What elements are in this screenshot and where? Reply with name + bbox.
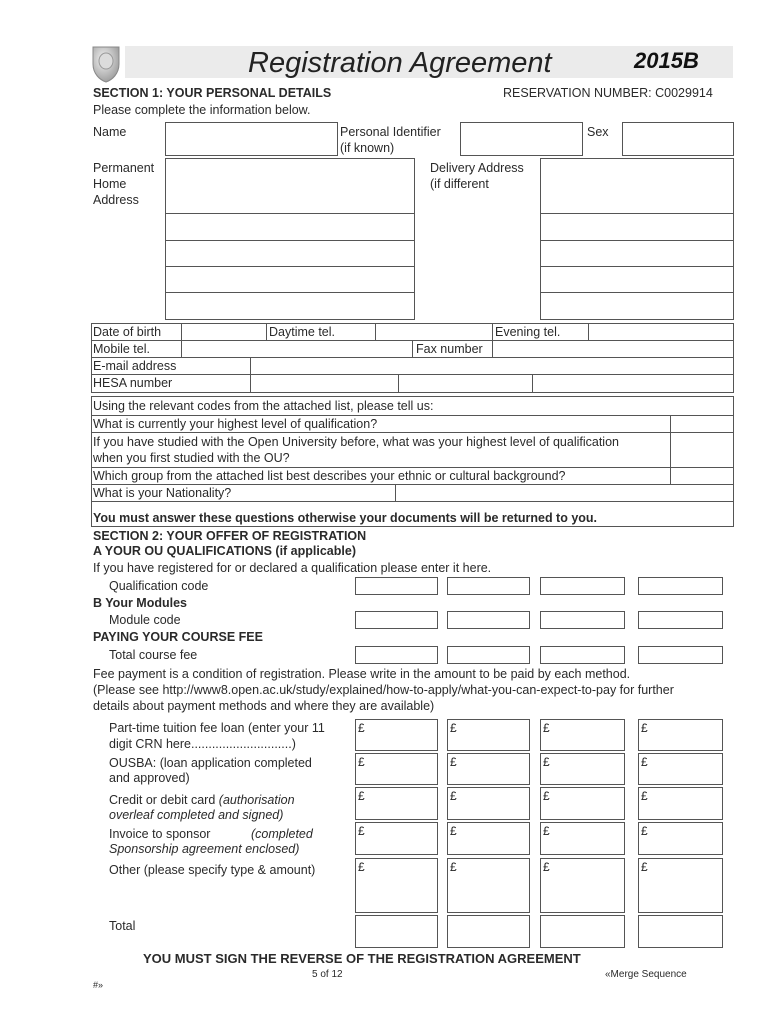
currency-symbol: £ — [543, 721, 550, 735]
mobile-tel-label: Mobile tel. — [93, 342, 150, 356]
currency-symbol: £ — [641, 789, 648, 803]
amount-total-box-1[interactable] — [355, 915, 438, 948]
currency-symbol: £ — [450, 721, 457, 735]
amount-fee-loan-box-1[interactable] — [355, 719, 438, 751]
ethnicity-code[interactable] — [671, 468, 733, 483]
amount-other-box-1[interactable] — [355, 858, 438, 913]
delivery-address-label: Delivery Address — [430, 161, 524, 175]
email-field[interactable] — [251, 358, 733, 373]
currency-symbol: £ — [450, 824, 457, 838]
permanent-address-label: Address — [93, 193, 139, 207]
fee-instructions: details about payment methods and where they are available) — [93, 699, 435, 713]
name-label: Name — [93, 125, 127, 139]
ou-shield-logo-icon — [90, 44, 122, 84]
question-nationality: What is your Nationality? — [93, 486, 232, 500]
qualifications-heading: A YOUR OU QUALIFICATIONS (if applicable) — [93, 544, 356, 558]
module-code-box-3[interactable] — [540, 611, 625, 629]
nationality-field[interactable] — [396, 485, 733, 500]
amount-fee-loan-box-3[interactable] — [540, 719, 625, 751]
currency-symbol: £ — [543, 789, 550, 803]
section2-heading: SECTION 2: YOUR OFFER OF REGISTRATION — [93, 529, 367, 543]
course-fee-heading: PAYING YOUR COURSE FEE — [93, 630, 263, 644]
amount-card-box-2[interactable] — [447, 787, 530, 820]
currency-symbol: £ — [358, 789, 365, 803]
daytime-tel-label: Daytime tel. — [269, 325, 335, 339]
amount-ousba-box-4[interactable] — [638, 753, 723, 785]
module-code-box-2[interactable] — [447, 611, 530, 629]
payment-card-label: overleaf completed and signed) — [109, 808, 284, 822]
module-code-label: Module code — [109, 613, 181, 627]
question-ethnicity: Which group from the attached list best describes your ethnic or cultural background? — [93, 469, 566, 483]
currency-symbol: £ — [641, 755, 648, 769]
qualifications-text: If you have registered for or declared a qualification please enter it here. — [93, 561, 492, 575]
ou-qualification-code[interactable] — [671, 433, 733, 466]
mandatory-warning: You must answer these questions otherwise your documents will be returned to you. — [93, 511, 598, 525]
section1-instruction: Please complete the information below. — [93, 103, 311, 117]
personal-identifier-label: Personal Identifier — [340, 125, 441, 139]
total-fee-box-1[interactable] — [355, 646, 438, 664]
amount-sponsor-box-2[interactable] — [447, 822, 530, 855]
total-fee-box-4[interactable] — [638, 646, 723, 664]
evening-tel-field[interactable] — [589, 324, 733, 339]
amount-other-box-2[interactable] — [447, 858, 530, 913]
qualification-code-box-4[interactable] — [638, 577, 723, 595]
currency-symbol: £ — [450, 755, 457, 769]
personal-identifier-field[interactable] — [460, 122, 583, 156]
page-title: Registration Agreement — [248, 47, 552, 79]
amount-fee-loan-box-2[interactable] — [447, 719, 530, 751]
permanent-address-label: Permanent — [93, 161, 155, 175]
evening-tel-label: Evening tel. — [495, 325, 561, 339]
dob-label: Date of birth — [93, 325, 162, 339]
payment-fee-loan-label: digit CRN here.............................) — [109, 737, 296, 751]
footer-hash: #» — [93, 980, 104, 990]
questions-intro: Using the relevant codes from the attached list, please tell us: — [93, 399, 434, 413]
payment-sponsor-label: Invoice to sponsor — [109, 827, 211, 841]
currency-symbol: £ — [543, 860, 550, 874]
email-label: E-mail address — [93, 359, 177, 373]
qualification-code-box-2[interactable] — [447, 577, 530, 595]
sign-reverse-notice: YOU MUST SIGN THE REVERSE OF THE REGISTRATION AGREEMENT — [143, 951, 581, 966]
qualification-code-box-1[interactable] — [355, 577, 438, 595]
page-number: 5 of 12 — [312, 969, 343, 980]
amount-ousba-box-2[interactable] — [447, 753, 530, 785]
payment-card-label: Credit or debit card (authorisation — [109, 793, 295, 807]
section1-heading: SECTION 1: YOUR PERSONAL DETAILS — [93, 86, 332, 100]
hesa-field[interactable] — [251, 375, 397, 392]
payment-ousba-label: and approved) — [109, 771, 190, 785]
fee-instructions: (Please see http://www8.open.ac.uk/study/explained/how-to-apply/what-you-can-expect-to-pay for further — [93, 683, 674, 697]
mobile-tel-field[interactable] — [182, 341, 411, 356]
payment-fee-loan-label: Part-time tuition fee loan (enter your 11 — [109, 721, 325, 735]
currency-symbol: £ — [641, 860, 648, 874]
amount-card-box-1[interactable] — [355, 787, 438, 820]
amount-other-box-3[interactable] — [540, 858, 625, 913]
delivery-address-hint: (if different — [430, 177, 489, 191]
total-fee-box-3[interactable] — [540, 646, 625, 664]
total-course-fee-label: Total course fee — [109, 648, 198, 662]
payment-ousba-label: OUSBA: (loan application completed — [109, 756, 312, 770]
hesa-label: HESA number — [93, 376, 173, 390]
currency-symbol: £ — [543, 824, 550, 838]
sex-field[interactable] — [622, 122, 734, 156]
amount-sponsor-box-4[interactable] — [638, 822, 723, 855]
qualification-code-label: Qualification code — [109, 579, 209, 593]
edition-code: 2015B — [634, 48, 699, 73]
currency-symbol: £ — [450, 860, 457, 874]
highest-qualification-code[interactable] — [671, 416, 733, 431]
qualification-code-box-3[interactable] — [540, 577, 625, 595]
fax-label: Fax number — [416, 342, 483, 356]
currency-symbol: £ — [358, 860, 365, 874]
question-highest-qualification: What is currently your highest level of qualification? — [93, 417, 378, 431]
name-field[interactable] — [165, 122, 338, 156]
module-code-box-4[interactable] — [638, 611, 723, 629]
amount-ousba-box-1[interactable] — [355, 753, 438, 785]
currency-symbol: £ — [543, 755, 550, 769]
merge-sequence: «Merge Sequence — [605, 969, 687, 980]
fax-field[interactable] — [493, 341, 733, 356]
reservation-number: RESERVATION NUMBER: C0029914 — [503, 86, 713, 100]
amount-sponsor-box-3[interactable] — [540, 822, 625, 855]
payment-sponsor-label: (completed — [251, 827, 313, 841]
currency-symbol: £ — [641, 824, 648, 838]
payment-total-label: Total — [109, 919, 136, 933]
modules-heading: B Your Modules — [93, 596, 187, 610]
fee-instructions: Fee payment is a condition of registration. Please write in the amount to be paid by each method. — [93, 667, 631, 681]
currency-symbol: £ — [641, 721, 648, 735]
amount-card-box-4[interactable] — [638, 787, 723, 820]
amount-total-box-4[interactable] — [638, 915, 723, 948]
personal-identifier-hint: (if known) — [340, 141, 395, 155]
amount-total-box-2[interactable] — [447, 915, 530, 948]
question-ou-qualification: when you first studied with the OU? — [93, 451, 290, 465]
daytime-tel-field[interactable] — [376, 324, 491, 339]
amount-total-box-3[interactable] — [540, 915, 625, 948]
dob-field[interactable] — [182, 324, 265, 339]
module-code-box-1[interactable] — [355, 611, 438, 629]
payment-sponsor-label: Sponsorship agreement enclosed) — [109, 842, 300, 856]
currency-symbol: £ — [358, 721, 365, 735]
currency-symbol: £ — [450, 789, 457, 803]
currency-symbol: £ — [358, 755, 365, 769]
permanent-address-label: Home — [93, 177, 127, 191]
delivery-address-field[interactable] — [540, 158, 734, 320]
amount-fee-loan-box-4[interactable] — [638, 719, 723, 751]
total-fee-box-2[interactable] — [447, 646, 530, 664]
amount-ousba-box-3[interactable] — [540, 753, 625, 785]
amount-card-box-3[interactable] — [540, 787, 625, 820]
amount-other-box-4[interactable] — [638, 858, 723, 913]
payment-other-label: Other (please specify type & amount) — [109, 863, 316, 877]
sex-label: Sex — [587, 125, 609, 139]
question-ou-qualification: If you have studied with the Open University before, what was your highest level of qualification — [93, 435, 619, 449]
amount-sponsor-box-1[interactable] — [355, 822, 438, 855]
permanent-address-field[interactable] — [165, 158, 415, 320]
currency-symbol: £ — [358, 824, 365, 838]
